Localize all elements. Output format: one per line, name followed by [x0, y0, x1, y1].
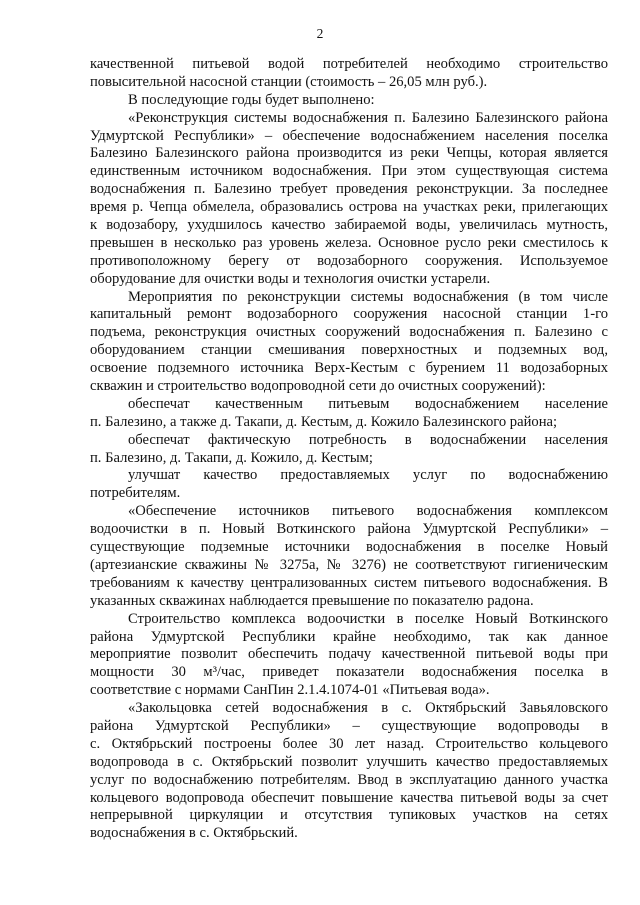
text-line: оборудованием станции смешивания поверхностных и подземных вод, [90, 342, 608, 359]
text-line: оборудование для очистки воды и технология очистки устарели. [90, 270, 491, 287]
text-line: п. Балезино, д. Такапи, д. Кожило, д. Кестым; [90, 449, 373, 466]
text-line: непрерывной циркуляции и отсутствия тупиковых участков на сетях [90, 807, 608, 824]
text-line: п. Балезино, а также д. Такапи, д. Кестым, д. Кожило Балезинского района; [90, 413, 558, 430]
text-line: района Удмуртской Республики» – существующие водопроводы в [90, 717, 608, 734]
text-line: капитальный ремонт водозаборного сооружения насосной станции 1-го [90, 306, 608, 323]
document-body [90, 56, 608, 843]
text-line: обеспечат фактическую потребность в водоснабжении населения [128, 431, 608, 448]
text-line: освоение подземного источника Верх-Кестым с бурением 11 водозаборных [90, 360, 608, 377]
text-line: «Реконструкция системы водоснабжения п. Балезино Балезинского района [128, 109, 608, 126]
text-line: мощности 30 м³/час, приведет показатели водоснабжения поселка в [90, 664, 608, 681]
text-line: потребителям. [90, 485, 181, 502]
text-line: к водозабору, ухудшилось качество забираемой воды, увеличилась мутность, [90, 217, 608, 234]
text-line: услуг по водоснабжению потребителям. Ввод в эксплуатацию данного участка [90, 771, 608, 788]
text-line: улучшат качество предоставляемых услуг по водоснабжению [128, 467, 608, 484]
text-line: «Обеспечение источников питьевого водоснабжения комплексом [128, 503, 608, 520]
text-line: качественной питьевой водой потребителей необходимо строительство [90, 56, 608, 72]
text-line: требованиям к качеству централизованных систем питьевого водоснабжения. В [90, 574, 608, 591]
text-line: Строительство комплекса водоочистки в поселке Новый Воткинского [128, 610, 608, 627]
page-number: 2 [316, 26, 324, 41]
text-line: Удмуртской Республики» – обеспечение водоснабжением населения поселка [90, 127, 608, 144]
text-line: с. Октябрьский построены более 30 лет назад. Строительство кольцевого [90, 735, 608, 752]
text-line: В последующие годы будет выполнено: [128, 91, 375, 108]
text-line: превышен в несколько раз уровень железа. Основное русло реки сместилось к [90, 234, 608, 251]
text-line: водоочистки в п. Новый Воткинского района Удмуртской Республики» – [90, 521, 608, 538]
text-line: района Удмуртской Республики крайне необходимо, так как данное [90, 628, 608, 645]
text-line: кольцевого водопровода обеспечит повышение качества питьевой воды за счет [90, 789, 608, 806]
text-line: единственным источником водоснабжения. При этом существующая система [90, 163, 608, 180]
text-line: время р. Чепца обмелела, образовались острова на участках реки, прилегающих [90, 199, 608, 216]
text-line: соответствие с нормами СанПин 2.1.4.1074-01 «Питьевая вода». [90, 682, 490, 699]
text-line: существующие подземные источники водоснабжения в поселке Новый [90, 539, 608, 556]
text-line: водоснабжения в с. Октябрьский. [90, 825, 298, 842]
text-line: повысительной насосной станции (стоимость – 26,05 млн руб.). [90, 73, 488, 90]
text-line: Мероприятия по реконструкции системы водоснабжения (в том числе [128, 288, 608, 305]
text-line: Балезино Балезинского района производится из реки Чепцы, которая является [90, 145, 608, 162]
text-line: подъема, реконструкция очистных сооружений водоснабжения п. Балезино с [90, 324, 608, 341]
text-line: «Закольцовка сетей водоснабжения в с. Октябрьский Завьяловского [128, 700, 608, 717]
text-line: скважин и строительство водопроводной сети до очистных сооружений): [90, 378, 546, 395]
text-line: противоположному берегу от водозаборного сооружения. Используемое [90, 252, 608, 269]
text-line: мероприятие позволит обеспечить подачу качественной питьевой воды при [90, 646, 608, 663]
text-line: водопровода в с. Октябрьский позволит улучшить качество предоставляемых [90, 753, 608, 770]
text-line: (артезианские скважины № 3275а, № 3276) не соответствуют гигиеническим [90, 556, 608, 573]
text-line: указанных скважинах наблюдается превышение по показателю радона. [90, 592, 534, 609]
text-line: водоснабжения п. Балезино требует проведения реконструкции. За последнее [90, 181, 608, 198]
text-line: обеспечат качественным питьевым водоснабжением население [128, 395, 608, 412]
